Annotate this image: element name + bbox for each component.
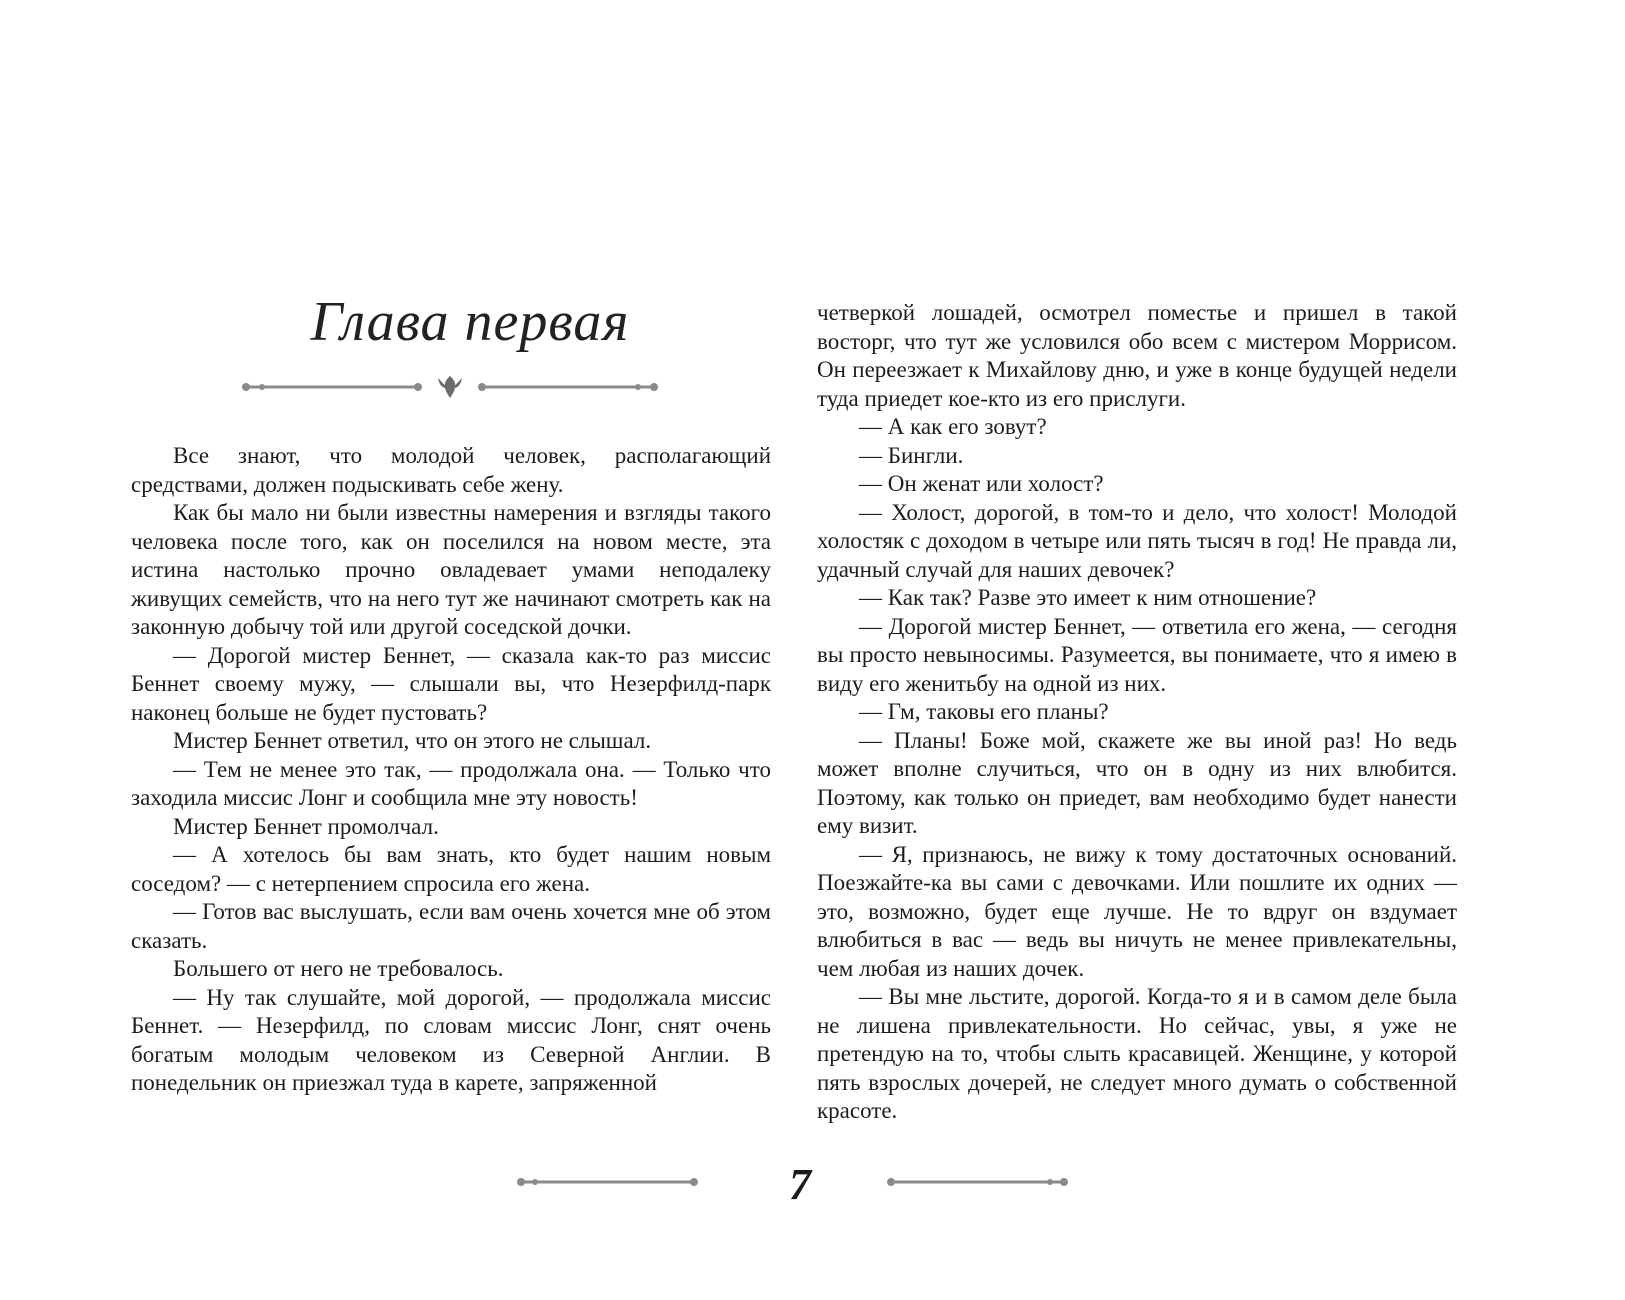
paragraph: — А хотелось бы вам знать, кто будет нашим новым соседом? — с нетерпением спросила его жена.	[131, 842, 771, 896]
paragraph: — Он женат или холост?	[859, 471, 1104, 496]
paragraph: Все знают, что молодой человек, располагающий средствами, должен подыскивать себе жену.	[131, 443, 771, 497]
paragraph: — Готов вас выслушать, если вам очень хочется мне об этом сказать.	[131, 899, 771, 953]
paragraph: — Гм, таковы его планы?	[859, 699, 1109, 724]
continued-paragraph: четверкой лошадей, осмотрел поместье и пришел в такой восторг, что тут же условился обо всем с мистером Моррисом. Он переезжает к Михайлову дню, и уже в конце будущей недели туда приедет кое-кто из его прислуги.	[817, 300, 1457, 411]
paragraph: — Тем не менее это так, — продолжала она. — Только что заходила миссис Лонг и сообщила мне эту новость!	[131, 756, 771, 810]
paragraph: — Дорогой мистер Беннет, — сказала как-то раз миссис Беннет своему мужу, — слышали вы, что Незерфилд-парк наконец больше не будет пустовать?	[131, 642, 771, 725]
paragraph: — А как его зовут?	[859, 414, 1047, 439]
footer-ornament-left	[515, 1172, 700, 1192]
chapter-title: Глава первая	[310, 291, 630, 353]
paragraph: — Холост, дорогой, в том-то и дело, что холост! Молодой холостяк с доходом в четыре или пять тысяч в год! Не правда ли, удачный случай для наших девочек?	[817, 499, 1457, 582]
paragraph: Как бы мало ни были известны намерения и взгляды такого человека после того, как он поселился на новом месте, эта истина настолько прочно овладевает умами неподалеку живущих семейств, что на него тут же начинают смотреть как на законную добычу той или другой соседской дочки.	[131, 500, 771, 639]
footer-ornament-right	[885, 1172, 1070, 1192]
paragraph: Большего от него не требовалось.	[173, 956, 504, 981]
paragraph: — Ну так слушайте, мой дорогой, — продолжала миссис Беннет. — Незерфилд, по словам миссис Лонг, снят очень богатым молодым человеком из Северной Англии. В понедельник он приезжал туда в карете, запряженной	[131, 984, 771, 1095]
page-number: 7	[789, 1160, 811, 1209]
paragraph: — Дорогой мистер Беннет, — ответила его жена, — сегодня вы просто невыносимы. Разумеется, вы понимаете, что я имею в виду его женитьбу на одной из них.	[817, 613, 1457, 696]
paragraph: — Вы мне льстите, дорогой. Когда-то я и в самом деле была не лишена привлекательности. Но сейчас, увы, я уже не претендую на то, чтобы слыть красавицей. Женщине, у которой пять взрослых дочерей, не следует много думать о собственной красоте.	[817, 984, 1457, 1123]
paragraph: — Бингли.	[859, 442, 964, 468]
paragraph: — Я, признаюсь, не вижу к тому достаточных оснований. Поезжайте-ка вы сами с девочками. Или пошлите их одних — это, возможно, будет еще лучше. Не то вдруг он вздумает влюбиться в вас — ведь вы ничуть не менее привлекательны, чем любая из наших дочек.	[817, 841, 1457, 981]
chapter-divider-ornament	[240, 372, 660, 402]
fleuron-icon	[438, 376, 462, 398]
left-text-column	[131, 442, 771, 1098]
paragraph: — Планы! Боже мой, скажете же вы иной раз! Но ведь может вполне случиться, что он в одну из них влюбится. Поэтому, как только он приедет, вам необходимо будет нанести ему визит.	[817, 727, 1457, 838]
right-text-column	[817, 299, 1457, 1126]
paragraph: Мистер Беннет ответил, что он этого не слышал.	[173, 728, 652, 753]
paragraph: — Как так? Разве это имеет к ним отношение?	[859, 585, 1317, 610]
paragraph: Мистер Беннет промолчал.	[173, 813, 439, 839]
